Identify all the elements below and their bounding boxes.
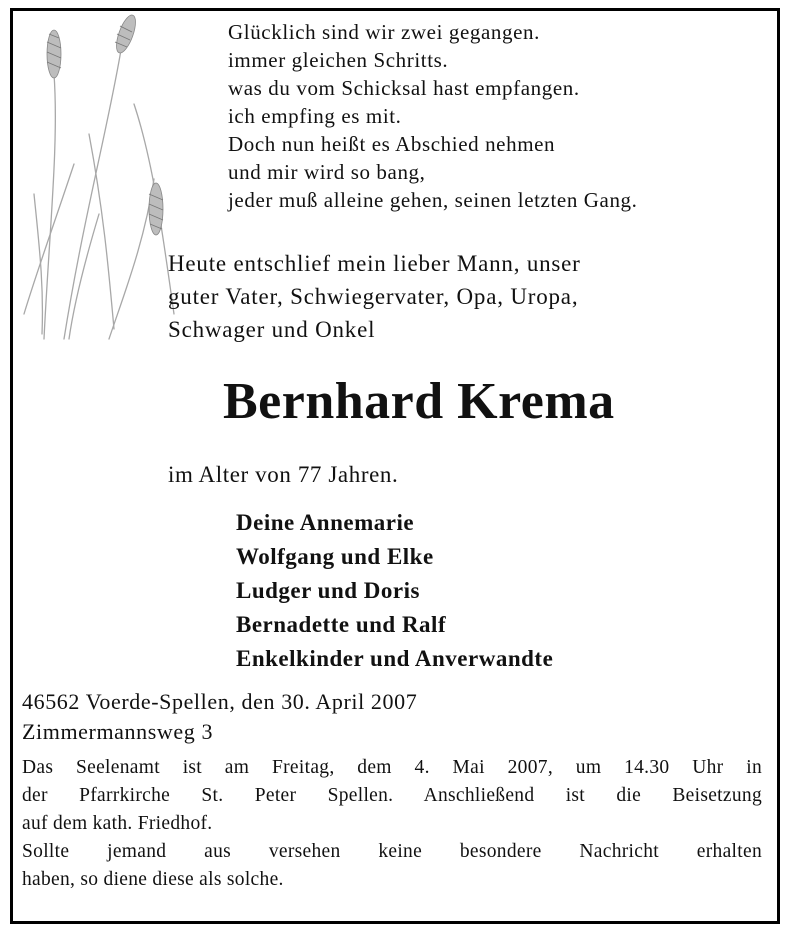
notice-line: der Pfarrkirche St. Peter Spellen. Anschließend ist die Beisetzung — [22, 785, 762, 806]
announcement-line: guter Vater, Schwiegervater, Opa, Uropa, — [168, 284, 579, 309]
notice-line: Das Seelenamt ist am Freitag, dem 4. Mai 2007, um 14.30 Uhr in — [22, 757, 762, 778]
notice-line: haben, so diene diese als solche. — [22, 869, 284, 890]
mourner-entry: Bernadette und Ralf — [236, 612, 447, 637]
poem-line: jeder muß alleine gehen, seinen letzten Gang. — [228, 188, 638, 212]
deceased-name: Bernhard Krema — [223, 373, 615, 430]
wheat-ears-icon — [14, 14, 184, 344]
notice-line: Sollte jemand aus versehen keine besondere Nachricht erhalten — [22, 841, 762, 862]
mourner-entry: Wolfgang und Elke — [236, 544, 434, 569]
poem-line: immer gleichen Schritts. — [228, 48, 449, 72]
mourner-entry: Enkelkinder und Anverwandte — [236, 646, 554, 671]
death-announcement — [168, 247, 581, 346]
street-address: Zimmermannsweg 3 — [22, 719, 214, 744]
poem-line: was du vom Schicksal hast empfangen. — [228, 76, 580, 100]
mourners-list — [236, 506, 553, 676]
poem-line: Glücklich sind wir zwei gegangen. — [228, 20, 540, 44]
mourner-entry: Deine Annemarie — [236, 510, 415, 535]
poem-line: und mir wird so bang, — [228, 160, 426, 184]
funeral-notice — [22, 754, 762, 894]
age-line: im Alter von 77 Jahren. — [168, 462, 399, 487]
address-block — [22, 687, 417, 747]
announcement-line: Schwager und Onkel — [168, 317, 376, 342]
poem-line: ich empfing es mit. — [228, 104, 402, 128]
place-date: 46562 Voerde-Spellen, den 30. April 2007 — [22, 689, 418, 714]
announcement-line: Heute entschlief mein lieber Mann, unser — [168, 251, 581, 276]
poem-line: Doch nun heißt es Abschied nehmen — [228, 132, 556, 156]
mourner-entry: Ludger und Doris — [236, 578, 420, 603]
poem — [228, 18, 638, 214]
notice-line: auf dem kath. Friedhof. — [22, 813, 213, 834]
